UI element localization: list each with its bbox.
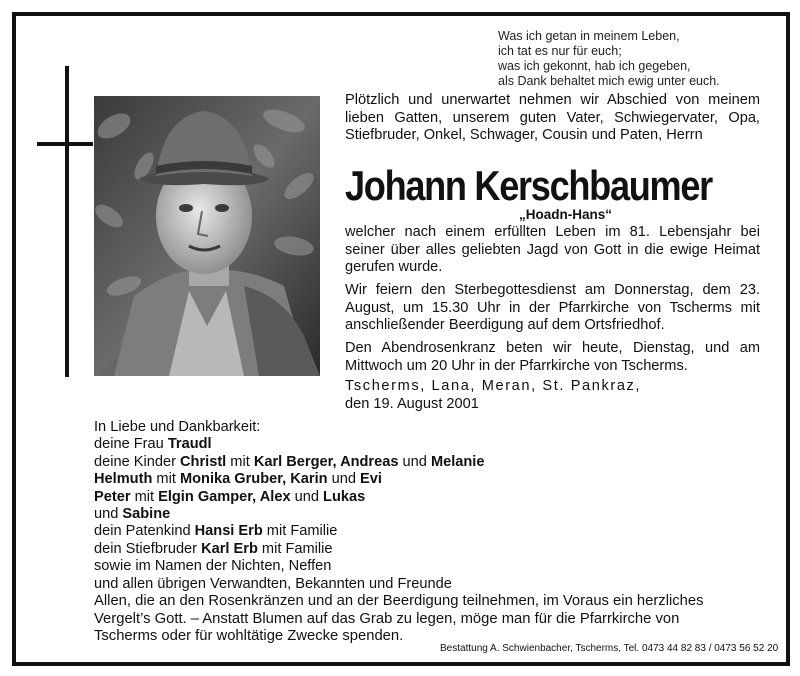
closing-line: Vergelt’s Gott. – Anstatt Blumen auf das Grab zu legen, möge man für die Pfarrkirche von (94, 610, 680, 627)
paragraph-rosary: Den Abendrosenkranz beten wir heute, Dienstag, und am Mittwoch um 20 Uhr in der Pfarrkirche von Tscherms. (345, 340, 760, 374)
poem-line: Was ich getan in meinem Leben, (498, 29, 680, 43)
funeral-home-footer: Bestattung A. Schwienbacher, Tscherms, Tel. 0473 44 82 83 / 0473 56 52 20 (440, 643, 779, 654)
poem-line: ich tat es nur für euch; (498, 44, 622, 58)
cross-icon (65, 66, 69, 377)
mourners-heading: In Liebe und Dankbarkeit: (94, 419, 261, 435)
closing-text (94, 593, 762, 646)
closing-line: Tscherms oder für wohltätige Zwecke spenden. (94, 628, 404, 645)
mourner-line: und Sabine (94, 506, 171, 523)
mourner-line: deine Kinder Christl mit Karl Berger, Andreas und Melanie (94, 453, 485, 470)
portrait-photo (94, 96, 320, 376)
intro-text: Plötzlich und unerwartet nehmen wir Abschied von meinem lieben Gatten, unserem guten Vater, Schwiegervater, Opa, Stiefbruder, Onkel, Schwager, Cousin und Paten, Herrn (345, 92, 760, 144)
poem-line: was ich gekonnt, hab ich gegeben, (498, 59, 691, 73)
mourner-line: und allen übrigen Verwandten, Bekannten und Freunde (94, 575, 452, 592)
mourner-line: Peter mit Elgin Gamper, Alex und Lukas (94, 488, 366, 505)
mourners-list (94, 419, 774, 593)
paragraph-life: welcher nach einem erfüllten Leben im 81. Lebensjahr bei seiner über alles geliebten Jagd von Gott in die ewige Heimat gerufen wurde. (345, 224, 760, 276)
nickname: „Hoadn-Hans“ (519, 207, 613, 222)
mourner-line: sowie im Namen der Nichten, Neffen (94, 558, 332, 575)
place-line: Tscherms, Lana, Meran, St. Pankraz, (345, 378, 642, 394)
poem-line: als Dank behaltet mich ewig unter euch. (498, 74, 720, 88)
mourner-line: dein Patenkind Hansi Erb mit Familie (94, 523, 338, 540)
date-line: den 19. August 2001 (345, 396, 479, 412)
deceased-name: Johann Kerschbaumer (345, 162, 712, 209)
poem (498, 29, 788, 89)
mourner-line: dein Stiefbruder Karl Erb mit Familie (94, 540, 333, 557)
mourner-line: Helmuth mit Monika Gruber, Karin und Evi (94, 471, 382, 488)
mourner-line: deine Frau Traudl (94, 436, 212, 453)
paragraph-funeral: Wir feiern den Sterbegottesdienst am Donnerstag, dem 23. August, um 15.30 Uhr in der Pfarrkirche von Tscherms mit anschließender Beerdigung auf dem Ortsfriedhof. (345, 282, 760, 334)
cross-icon-bar (37, 142, 93, 146)
closing-line: Allen, die an den Rosenkränzen und an der Beerdigung teilnehmen, im Voraus ein herzliches (94, 593, 704, 609)
